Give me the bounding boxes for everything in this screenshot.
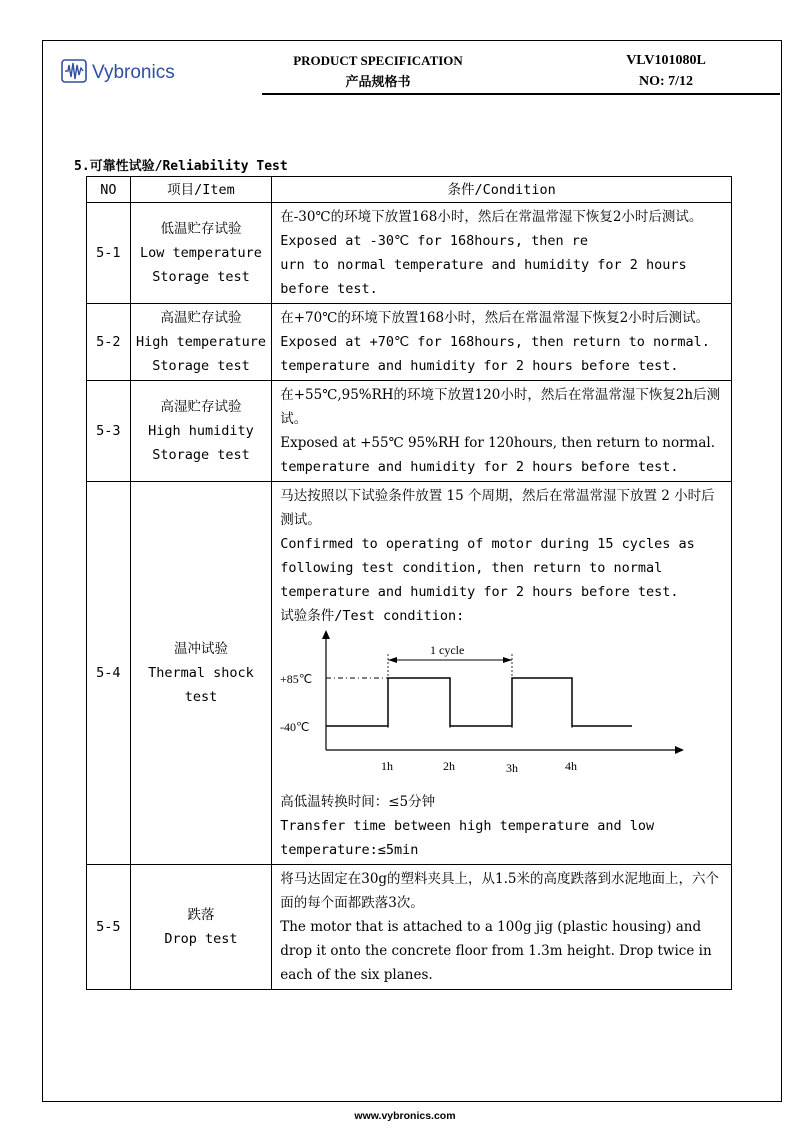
table-row xyxy=(87,381,732,482)
thermal-cycle-diagram xyxy=(280,630,700,790)
row-item: 低温贮存试验 Low temperature Storage test xyxy=(130,203,272,304)
spec-title-en: PRODUCT SPECIFICATION xyxy=(293,53,463,68)
brand-name: Vybronics xyxy=(92,62,175,83)
temperature-waveform xyxy=(326,678,632,726)
row-item: 温冲试验 Thermal shock test xyxy=(130,482,272,865)
table-row xyxy=(87,482,732,865)
section-title: 5.可靠性试验/Reliability Test xyxy=(74,159,288,174)
x-axis-arrow xyxy=(675,746,684,754)
table-row xyxy=(87,865,732,990)
cycle-label: 1 cycle xyxy=(430,643,465,657)
header-titles xyxy=(262,50,494,92)
row-item: 跌落 Drop test xyxy=(130,865,272,990)
page-number: NO: 7/12 xyxy=(638,74,694,89)
row-no: 5-2 xyxy=(87,304,131,381)
y-axis-arrow xyxy=(322,630,330,639)
brand-logo xyxy=(60,56,230,86)
row-no: 5-5 xyxy=(87,865,131,990)
header-divider xyxy=(262,93,780,95)
row-no: 5-1 xyxy=(87,203,131,304)
row-item: 高温贮存试验 High temperature Storage test xyxy=(130,304,272,381)
x-tick-label: 1h xyxy=(381,759,394,773)
row-condition: 在-30℃的环境下放置168小时，然后在常温常湿下恢复2小时后测试。 Exposed at -30℃ for 168hours, then re urn to normal temperature and humidity for 2 hours before test. xyxy=(272,203,732,304)
row-condition: 在+55℃,95%RH的环境下放置120小时，然后在常温常湿下恢复2h后测试。 Exposed at +55℃ 95%RH for 120hours, then return to normal. temperature and humidity for 2 hours before test. xyxy=(272,381,732,482)
row-condition: 在+70℃的环境下放置168小时，然后在常温常湿下恢复2小时后测试。 Exposed at +70℃ for 168hours, then return to normal. temperature and humidity for 2 hours before test. xyxy=(272,304,732,381)
high-temp-label: +85℃ xyxy=(280,672,313,686)
table-header-row xyxy=(87,177,732,203)
row-condition: 将马达固定在30g的塑料夹具上，从1.5米的高度跌落到水泥地面上，六个面的每个面都跌落3次。 The motor that is attached to a 100g jig (plastic housing) and drop it onto the concrete floor from 1.3m height. Drop twice in each of the six planes. xyxy=(272,865,732,990)
header-item: 项目/Item xyxy=(130,177,272,203)
x-tick-label: 2h xyxy=(443,759,456,773)
spec-title-cn: 产品规格书 xyxy=(345,74,411,89)
row-condition: 马达按照以下试验条件放置 15 个周期，然后在常温常湿下放置 2 小时后测试。 Confirmed to operating of motor during 15 cycles as following test condition, then return to normal temperature and humidity for 2 hours before test. 试验条件/Test condition: 1 cycle +85℃ -40℃ 1h 2h 3h 4h 高低温转换时间：≤5分钟 Transfer time between high temperature and low temperature:≤5min xyxy=(272,482,732,865)
row-no: 5-3 xyxy=(87,381,131,482)
row-item: 高湿贮存试验 High humidity Storage test xyxy=(130,381,272,482)
low-temp-label: -40℃ xyxy=(280,720,310,734)
footer-url: www.vybronics.com xyxy=(354,1110,456,1122)
row-no: 5-4 xyxy=(87,482,131,865)
x-tick-label: 4h xyxy=(565,759,578,773)
reliability-table xyxy=(86,176,732,990)
table-row xyxy=(87,203,732,304)
header-model-block xyxy=(566,50,766,92)
x-tick-label: 3h xyxy=(506,761,519,775)
table-row xyxy=(87,304,732,381)
header-no: NO xyxy=(87,177,131,203)
model-number: VLV101080L xyxy=(626,53,706,68)
header-condition: 条件/Condition xyxy=(272,177,732,203)
